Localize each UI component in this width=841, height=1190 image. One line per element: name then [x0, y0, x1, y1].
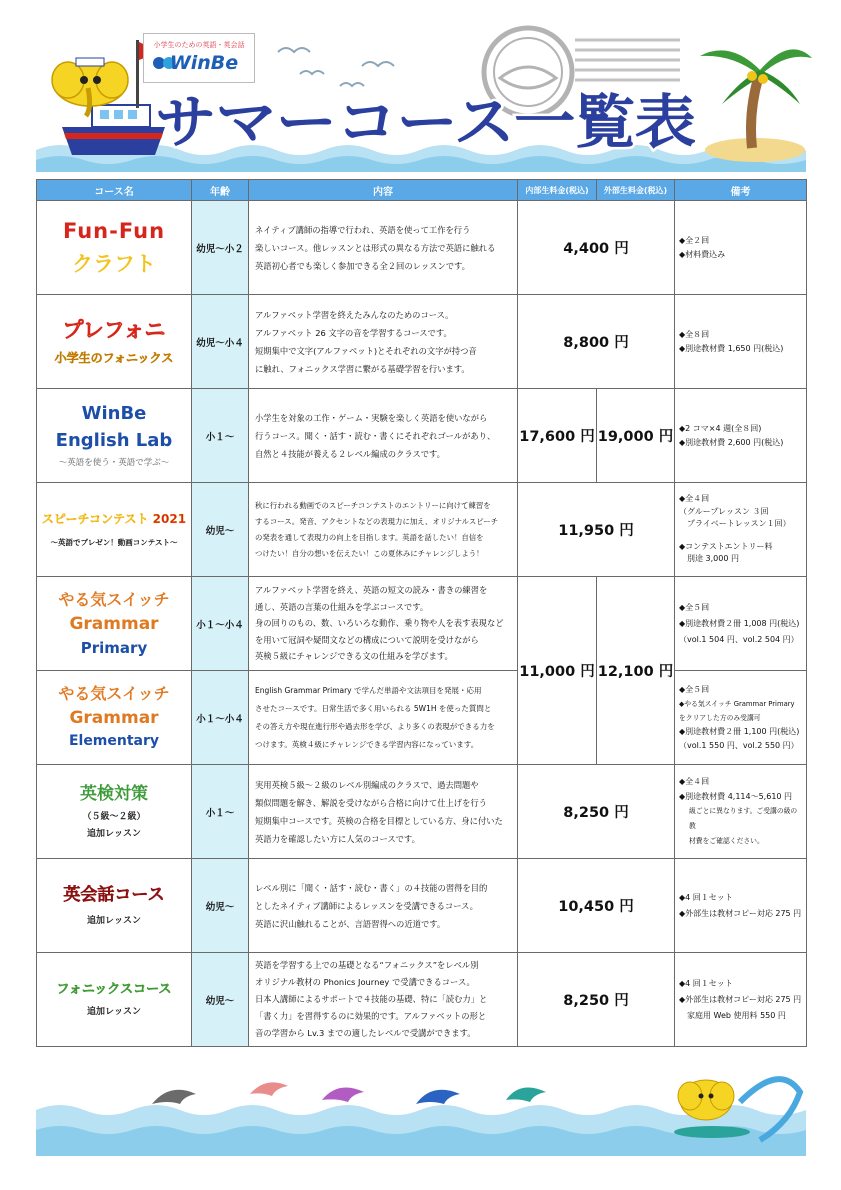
- description-cell: [249, 389, 518, 483]
- dolphin-icon: [250, 1082, 288, 1096]
- description-cell: [249, 671, 518, 765]
- description-line: 小学生を対象の工作・ゲーム・実験を楽しく英語を使いながら: [255, 412, 488, 423]
- internal-fee-cell: 11,000 円: [518, 577, 597, 765]
- description-line: の発表を通して表現力の向上を目指します。英語を話したい！自信を: [255, 532, 484, 542]
- note-line: ◆別途教材費 1,650 円(税込): [679, 343, 784, 353]
- description-line: 音の学習から Lv.3 までの適したレベルで受講ができます。: [255, 1028, 476, 1038]
- note-line: ◆別途教材費２冊 1,100 円(税込): [679, 726, 800, 736]
- note-line: ◆全２回: [679, 235, 710, 245]
- age-cell: 小１〜小４: [192, 577, 249, 671]
- course-name-cell: [37, 295, 192, 389]
- table-row: [37, 483, 807, 577]
- description-cell: [249, 953, 518, 1047]
- description-line: オリジナル教材の Phonics Journey で受講できるコース。: [255, 977, 475, 987]
- course-name-line: Elementary: [68, 733, 160, 750]
- course-name-line: 追加レッスン: [87, 829, 141, 840]
- page-footer: [0, 1052, 841, 1190]
- fee-cell: 4,400 円: [518, 201, 675, 295]
- note-line: ◆全４回: [679, 494, 710, 504]
- notes-cell: [675, 953, 807, 1047]
- col-header-notes: 備考: [675, 180, 807, 201]
- fee-cell: 10,450 円: [518, 859, 675, 953]
- description-line: を用いて冠詞や疑問文などの構成について説明を受けながら: [255, 634, 479, 645]
- description-line: 短期集中コースです。英検の合格を目標としている方、身に付いた: [255, 815, 503, 826]
- note-line: ◆別途教材費２冊 1,008 円(税込): [679, 618, 800, 628]
- fee-cell: 8,250 円: [518, 953, 675, 1047]
- description-line: 自然と４技能が養える２レベル編成のクラスです。: [255, 448, 445, 459]
- palm-tree-icon: [700, 49, 812, 162]
- notes-cell: [675, 201, 807, 295]
- course-name-line: Fun-Fun: [62, 219, 166, 244]
- col-header-course: コース名: [37, 180, 192, 201]
- course-name-line: 英会話コース: [63, 885, 165, 906]
- course-name-cell: [37, 483, 192, 577]
- course-name-line: （５級〜２級）: [82, 812, 146, 823]
- logo-tagline: 小学生のための英語・英会話: [153, 41, 245, 49]
- description-cell: [249, 295, 518, 389]
- course-name-cell: [37, 953, 192, 1047]
- note-line: ◆4 回１セット: [679, 892, 733, 902]
- note-line: （vol.1 504 円、vol.2 504 円）: [679, 634, 799, 644]
- page-header: [0, 0, 841, 178]
- note-line: （グループレッスン ３回: [679, 506, 769, 516]
- course-name-line: やる気スイッチ: [58, 589, 170, 609]
- dolphin-icon: [322, 1088, 364, 1103]
- description-line: 日本人講師によるサポートで４技能の基礎、特に「読む力」と: [255, 994, 488, 1004]
- svg-text:サマーコース一覧表: サマーコース一覧表: [155, 88, 697, 156]
- table-row: [37, 389, 807, 483]
- note-line: プライベートレッスン１回）: [679, 519, 791, 529]
- col-header-internal-fee: [518, 180, 597, 201]
- internal-fee-label: 内部生料金(税込): [525, 185, 589, 195]
- course-name-line: 英検対策: [80, 783, 148, 804]
- note-line: 家庭用 Web 使用料 550 円: [679, 1010, 786, 1020]
- notes-cell: [675, 389, 807, 483]
- note-line: [679, 531, 802, 541]
- description-line: アルファベット学習を終え、英語の短文の読み・書きの練習を: [255, 585, 488, 596]
- course-name-line: フォニックスコース: [56, 981, 172, 997]
- description-cell: [249, 577, 518, 671]
- internal-fee-cell: 17,600 円: [518, 389, 597, 483]
- course-name-line: クラフト: [72, 251, 156, 276]
- note-line: ◆コンテストエントリー料: [679, 541, 773, 551]
- description-line: させたコースです。日常生活で多く用いられる 5W1H を使った質問と: [255, 703, 492, 713]
- external-fee-label: 外部生料金(税込): [603, 185, 668, 195]
- description-line: としたネイティブ講師によるレッスンを受講できるコース。: [255, 900, 478, 911]
- note-line: 級ごとに異なります。ご受講の級の教: [689, 807, 798, 830]
- note-line: ◆全５回: [679, 684, 710, 694]
- note-line: ◆外部生は教材コピー対応 275 円: [679, 994, 802, 1004]
- course-name-cell: [37, 201, 192, 295]
- note-line: ◆やる気スイッチ Grammar Primary: [679, 699, 795, 708]
- winbe-logo: [143, 33, 255, 83]
- description-line: つけます。英検４級にチャレンジできる学習内容になっています。: [255, 739, 479, 749]
- age-cell: 幼児〜: [192, 953, 249, 1047]
- note-line: ◆全４回: [679, 777, 710, 786]
- course-table: [36, 179, 807, 1047]
- note-line: をクリアした方のみ受講可: [679, 713, 761, 722]
- description-line: するコース。発音、アクセントなどの表現力に加え、オリジナルスピーチ: [255, 516, 499, 526]
- notes-cell: [675, 295, 807, 389]
- course-name-line: スピーチコンテスト 2021: [41, 511, 187, 526]
- course-name-line: やる気スイッチ: [58, 684, 170, 704]
- description-line: 英語初心者でも楽しく参加できる全２回のレッスンです。: [255, 260, 470, 271]
- description-line: 類似問題を解き、解説を受けながら合格に向けて仕上げを行う: [255, 797, 487, 808]
- description-line: 身の回りのもの、数、いろいろな動作、乗り物や人を表す表現など: [255, 618, 504, 629]
- notes-cell: [675, 483, 807, 577]
- age-cell: 幼児〜: [192, 483, 249, 577]
- note-line: ◆全８回: [679, 329, 710, 339]
- table-row: [37, 295, 807, 389]
- fee-cell: 8,800 円: [518, 295, 675, 389]
- age-cell: 小１〜: [192, 389, 249, 483]
- note-line: ◆外部生は教材コピー対応 275 円: [679, 908, 802, 918]
- notes-cell: [675, 765, 807, 859]
- table-row: [37, 201, 807, 295]
- description-cell: [249, 859, 518, 953]
- description-cell: [249, 201, 518, 295]
- course-name-cell: [37, 765, 192, 859]
- description-line: 短期集中で文字(アルファベット)とそれぞれの文字が持つ音: [255, 345, 477, 356]
- description-line: ネイティブ講師の指導で行われ、英語を使って工作を行う: [255, 224, 471, 235]
- age-cell: 幼児〜小２: [192, 201, 249, 295]
- description-cell: [249, 765, 518, 859]
- course-name-line: Grammar: [69, 613, 159, 634]
- course-name-cell: [37, 671, 192, 765]
- description-line: アルファベット 26 文字の音を学習するコースです。: [255, 327, 452, 338]
- description-line: に触れ、フォニックス学習に繋がる基礎学習を行います。: [255, 363, 470, 374]
- table-row: [37, 671, 807, 765]
- notes-cell: [675, 671, 807, 765]
- note-line: ◆4 回１セット: [679, 978, 733, 988]
- col-header-age: 年齢: [192, 180, 249, 201]
- course-name-line: English Lab: [55, 429, 173, 451]
- course-name-line: 追加レッスン: [87, 915, 141, 926]
- description-line: レベル別に「聞く・話す・読む・書く」の４技能の習得を目的: [255, 882, 488, 893]
- dolphin-icon: [152, 1090, 196, 1104]
- external-fee-cell: 19,000 円: [597, 389, 675, 483]
- course-name-line: Grammar: [69, 708, 159, 729]
- description-line: つけたい！自分の想いを伝えたい！この夏休みにチャレンジしよう！: [255, 548, 484, 558]
- course-name-subtitle: 〜英語を使う・英語で学ぶ〜: [58, 458, 170, 468]
- note-line: ◆別途教材費 2,600 円(税込): [679, 437, 784, 447]
- age-cell: 幼児〜: [192, 859, 249, 953]
- notes-cell: [675, 859, 807, 953]
- description-line: 実用英検５級〜２級のレベル別編成のクラスで、過去問題や: [255, 779, 479, 790]
- course-name-cell: [37, 859, 192, 953]
- fee-cell: 11,950 円: [518, 483, 675, 577]
- table-row: [37, 577, 807, 671]
- course-name-line: 小学生のフォニックス: [54, 351, 174, 366]
- age-cell: 小１〜: [192, 765, 249, 859]
- note-line: ◆全５回: [679, 602, 710, 612]
- description-line: 通し、英語の言葉の仕組みを学ぶコースです。: [255, 601, 429, 612]
- description-line: 英語力を確認したい方に人気のコースです。: [255, 833, 420, 844]
- table-row: [37, 765, 807, 859]
- description-line: その答え方や現在進行形や過去形を学び、より多くの表現ができる力を: [255, 721, 495, 731]
- description-line: 楽しいコース。他レッスンとは形式の異なる方法で英語に触れる: [255, 242, 496, 253]
- description-line: 英語に沢山触れることが、言語習得への近道です。: [255, 918, 446, 929]
- course-name-cell: [37, 389, 192, 483]
- table-header-row: [37, 180, 807, 201]
- age-cell: 幼児〜小４: [192, 295, 249, 389]
- note-line: 材費をご確認ください。: [689, 837, 764, 845]
- age-cell: 小１〜小４: [192, 671, 249, 765]
- description-line: アルファベット学習を終えたみんなのためのコース。: [255, 309, 454, 320]
- note-line: ◆別途教材費 4,114〜5,610 円: [679, 792, 793, 801]
- description-line: 行うコース。聞く・話す・読む・書くにそれぞれゴールがあり、: [255, 430, 496, 441]
- note-line: 別途 3,000 円: [679, 554, 739, 564]
- course-name-line: 追加レッスン: [87, 1007, 141, 1018]
- note-line: （vol.1 550 円、vol.2 550 円）: [679, 740, 799, 750]
- course-name-cell: [37, 577, 192, 671]
- dolphin-icon: [506, 1088, 546, 1103]
- col-header-external-fee: [597, 180, 675, 201]
- course-name-line: プレフォニ: [62, 317, 166, 342]
- note-line: ◆材料費込み: [679, 249, 726, 259]
- description-line: 英語を学習する上での基礎となる“フォニックス”をレベル別: [255, 960, 479, 970]
- course-name-line: WinBe: [81, 403, 147, 424]
- dolphin-icon: [416, 1090, 460, 1104]
- page-title: [153, 82, 698, 158]
- table-row: [37, 953, 807, 1047]
- table-row: [37, 859, 807, 953]
- col-header-content: 内容: [249, 180, 518, 201]
- description-cell: [249, 483, 518, 577]
- description-line: English Grammar Primary で学んだ単語や文法項目を発展・応用: [255, 685, 482, 695]
- course-name-line: Primary: [80, 638, 148, 657]
- description-line: 秋に行われる動画でのスピーチコンテストのエントリーに向けて練習を: [255, 500, 491, 510]
- footer-illustration: [0, 1052, 841, 1190]
- external-fee-cell: 12,100 円: [597, 577, 675, 765]
- course-name-subtitle: 〜英語でプレゼン！動画コンテスト〜: [50, 537, 178, 547]
- logo-wordmark: WinBe: [169, 52, 239, 74]
- fee-cell: 8,250 円: [518, 765, 675, 859]
- note-line: ◆2 コマ×4 週(全８回): [679, 423, 762, 433]
- notes-cell: [675, 577, 807, 671]
- description-line: 「書く力」を習得するのに効果的です。アルファベットの形と: [255, 1011, 487, 1021]
- description-line: 英検５級にチャレンジできる文の仕組みを学びます。: [255, 651, 453, 662]
